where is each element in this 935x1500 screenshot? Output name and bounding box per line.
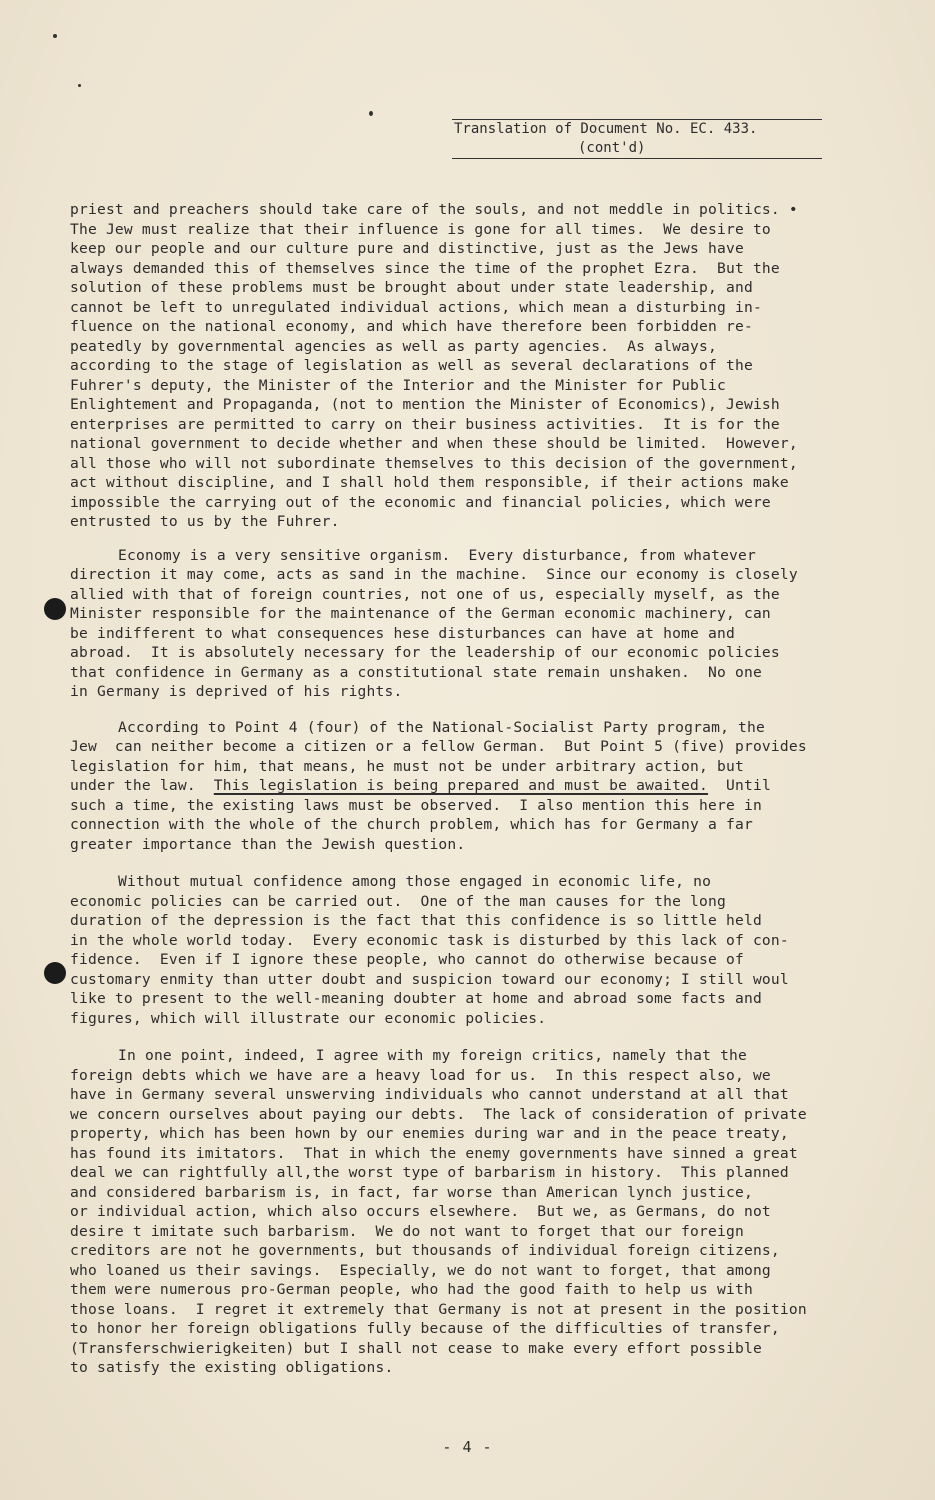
text-line: those loans. I regret it extremely that Germany is not at present in the position bbox=[70, 1300, 807, 1318]
text-line: we concern ourselves about paying our debts. The lack of consideration of private bbox=[70, 1105, 807, 1123]
text-line: impossible the carrying out of the economic and financial policies, which were bbox=[70, 493, 771, 511]
underlined-sentence: This legislation is being prepared and must be awaited. bbox=[213, 777, 709, 794]
text-line: solution of these problems must be brought about under state leadership, and bbox=[70, 279, 753, 296]
text-line: (Transferschwierigkeiten) but I shall not cease to make every effort possible bbox=[70, 1339, 762, 1357]
text-line: creditors are not he governments, but thousands of individual foreign citizens, bbox=[70, 1242, 780, 1259]
text-line: according to the stage of legislation as well as several declarations of the bbox=[70, 357, 753, 374]
text-line: national government to decide whether and when these should be limited. However, bbox=[70, 435, 798, 452]
paragraph-4 bbox=[70, 872, 860, 1028]
text-line: fidence. Even if I ignore these people, who cannot do otherwise because of bbox=[70, 951, 744, 968]
text-line: Jew can neither become a citizen or a fellow German. But Point 5 (five) provides bbox=[70, 738, 807, 755]
text-line: abroad. It is absolutely necessary for the leadership of our economic policies bbox=[70, 644, 780, 661]
header-title: Translation of Document No. EC. 433. bbox=[454, 121, 758, 137]
text-line: all those who will not subordinate themselves to this decision of the government, bbox=[70, 454, 798, 472]
punch-hole bbox=[44, 962, 66, 984]
text-line: in Germany is deprived of his rights. bbox=[70, 683, 403, 700]
text-line: connection with the whole of the church problem, which has for Germany a far bbox=[70, 816, 753, 833]
text-line: have in Germany several unswerving individuals who cannot understand at all that bbox=[70, 1086, 789, 1103]
ink-speck bbox=[78, 84, 81, 87]
text-line: like to present to the well-meaning doubter at home and abroad some facts and bbox=[70, 990, 762, 1007]
text-line: foreign debts which we have are a heavy load for us. In this respect also, we bbox=[70, 1066, 771, 1084]
text-line: According to Point 4 (four) of the National-Socialist Party program, the bbox=[118, 718, 766, 736]
text-line: priest and preachers should take care of the souls, and not meddle in politics. • bbox=[70, 201, 798, 218]
text-line: that confidence in Germany as a constitutional state remain unshaken. No one bbox=[70, 663, 762, 681]
text-line: and considered barbarism is, in fact, far worse than American lynch justice, bbox=[70, 1183, 753, 1201]
text-line: legislation for him, that means, he must not be under arbitrary action, but bbox=[70, 757, 744, 775]
paragraph-2 bbox=[70, 546, 860, 702]
text-line: cannot be left to unregulated individual actions, which mean a disturbing in- bbox=[70, 298, 762, 316]
text-line: be indifferent to what consequences hese disturbances can have at home and bbox=[70, 624, 735, 642]
text-line: peatedly by governmental agencies as well as party agencies. As always, bbox=[70, 337, 718, 355]
text-line: always demanded this of themselves since the time of the prophet Ezra. But the bbox=[70, 259, 780, 277]
text-line: fluence on the national economy, and which have therefore been forbidden re- bbox=[70, 318, 753, 335]
document-header bbox=[452, 119, 822, 159]
text-line: greater importance than the Jewish question. bbox=[70, 835, 466, 853]
paragraph-3 bbox=[70, 718, 860, 855]
text-line: allied with that of foreign countries, not one of us, especially myself, as the bbox=[70, 585, 780, 603]
punch-hole bbox=[44, 598, 66, 620]
text-line: Fuhrer's deputy, the Minister of the Interior and the Minister for Public bbox=[70, 376, 726, 394]
text-line: in the whole world today. Every economic task is disturbed by this lack of con- bbox=[70, 931, 789, 949]
text-line: customary enmity than utter doubt and suspicion toward our economy; I still woul bbox=[70, 970, 789, 988]
text-line: economic policies can be carried out. One of the man causes for the long bbox=[70, 892, 726, 910]
text-line: Without mutual confidence among those engaged in economic life, no bbox=[118, 873, 712, 890]
paragraph-5 bbox=[70, 1046, 860, 1378]
text-line: or individual action, which also occurs elsewhere. But we, as Germans, do not bbox=[70, 1203, 771, 1220]
text-line: direction it may come, acts as sand in the machine. Since our economy is closely bbox=[70, 566, 798, 583]
text-line: to satisfy the existing obligations. bbox=[70, 1359, 394, 1376]
text-line: who loaned us their savings. Especially, we do not want to forget, that among bbox=[70, 1261, 771, 1279]
text-line-with-underline bbox=[70, 776, 860, 796]
document-body bbox=[70, 200, 860, 1378]
text-segment: Until bbox=[708, 777, 771, 794]
text-line: Minister responsible for the maintenance of the German economic machinery, can bbox=[70, 605, 771, 622]
header-bottom-rule bbox=[452, 158, 822, 159]
text-line: The Jew must realize that their influence is gone for all times. We desire to bbox=[70, 220, 771, 238]
text-line: entrusted to us by the Fuhrer. bbox=[70, 513, 340, 530]
text-line: has found its imitators. That in which the enemy governments have sinned a great bbox=[70, 1144, 798, 1162]
page-number: - 4 - bbox=[442, 1438, 493, 1456]
text-segment: under the law. bbox=[70, 777, 214, 794]
text-line: In one point, indeed, I agree with my foreign critics, namely that the bbox=[118, 1047, 748, 1064]
text-line: property, which has been hown by our enemies during war and in the peace treaty, bbox=[70, 1125, 789, 1142]
text-line: enterprises are permitted to carry on their business activities. It is for the bbox=[70, 415, 780, 433]
text-line: to honor her foreign obligations fully because of the difficulties of transfer, bbox=[70, 1320, 780, 1337]
ink-speck bbox=[53, 34, 57, 38]
text-line: keep our people and our culture pure and distinctive, just as the Jews have bbox=[70, 240, 744, 257]
text-line: deal we can rightfully all,the worst type of barbarism in history. This planned bbox=[70, 1164, 789, 1181]
text-line: such a time, the existing laws must be observed. I also mention this here in bbox=[70, 796, 762, 814]
text-line: figures, which will illustrate our economic policies. bbox=[70, 1009, 547, 1027]
text-line: duration of the depression is the fact that this confidence is so little held bbox=[70, 912, 762, 929]
text-line: Economy is a very sensitive organism. Every disturbance, from whatever bbox=[118, 546, 757, 564]
text-line: act without discipline, and I shall hold them responsible, if their actions make bbox=[70, 474, 789, 491]
text-line: them were numerous pro-German people, who had the good faith to help us with bbox=[70, 1281, 753, 1298]
header-continued: (cont'd) bbox=[578, 140, 646, 156]
text-line: desire t imitate such barbarism. We do not want to forget that our foreign bbox=[70, 1222, 744, 1240]
ink-speck bbox=[369, 111, 373, 116]
text-line: Enlightement and Propaganda, (not to mention the Minister of Economics), Jewish bbox=[70, 396, 780, 413]
paragraph-1 bbox=[70, 200, 860, 532]
